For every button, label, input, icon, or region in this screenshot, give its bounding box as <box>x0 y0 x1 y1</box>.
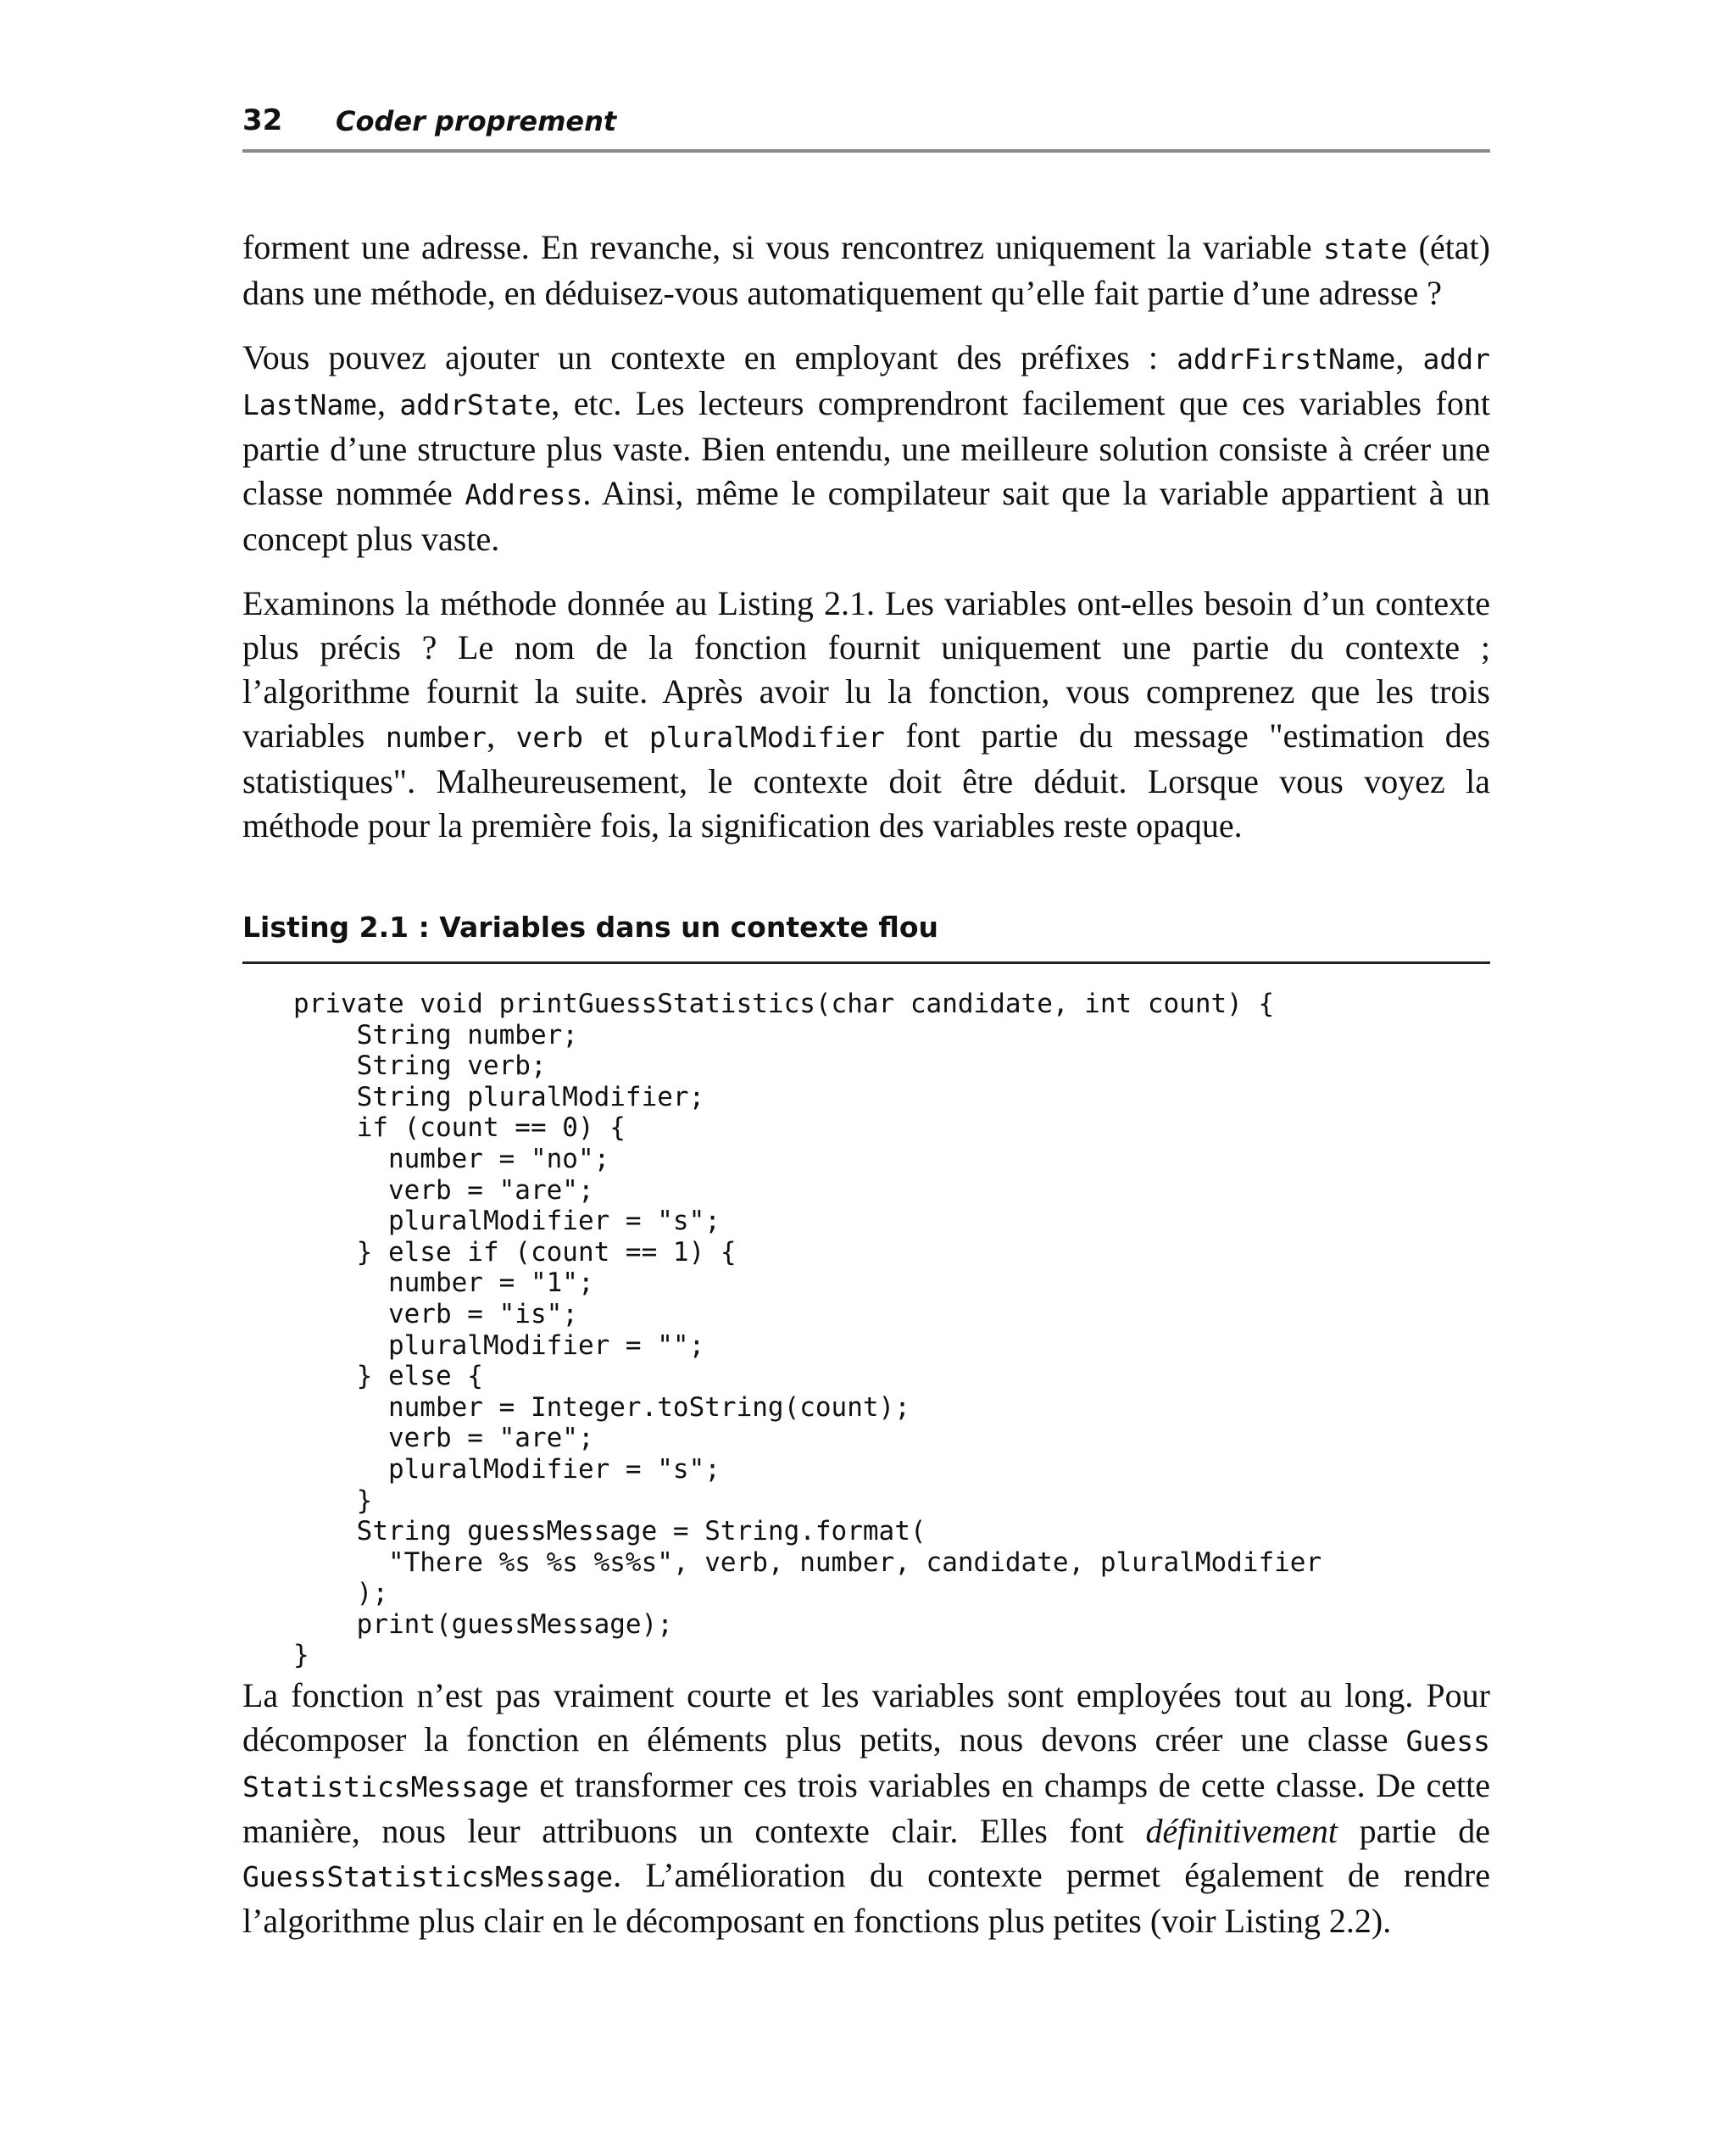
code-number: number <box>385 721 487 754</box>
code-addr-first-name: addrFirstName <box>1177 343 1396 376</box>
header-divider <box>242 149 1490 153</box>
emphasis-definitivement: définitivement <box>1145 1812 1338 1850</box>
paragraph-4: La fonction n’est pas vraiment courte et les variables sont employées tout au long. Pour décomposer la fonction en éléments plus petits, nous devons créer une classe Guess StatisticsMessage et transformer ces trois variables en champs de cette classe. De cette manière, nous leur attribuons un contexte clair. Elles font définitivement partie de GuessStatisticsMessage. L’amélioration du contexte permet également de rendre l’algorithme plus clair en le décomposant en fonctions plus petites (voir Listing 2.2). <box>242 1676 1491 1940</box>
code-guess-statistics-message: GuessStatisticsMessage <box>242 1860 614 1893</box>
code-listing: private void printGuessStatistics(char candidate, int count) { String number; String verb; String pluralModifier; if (count == 0) { number = "no"; verb = "are"; pluralModifier = "s"; } else if (count == 1) { number = "1"; verb = "is"; pluralModifier = ""; } else { number = Integer.toString(count); verb = "are"; pluralModifier = "s"; } String guessMessage = String.format( "There %s %s %s%s", verb, number, candidate, pluralModifier ); print(guessMessage); } <box>293 989 1322 1671</box>
code-address: Address <box>465 478 583 511</box>
page-header <box>242 98 1490 151</box>
paragraph-2: Vous pouvez ajouter un contexte en employant des préfixes : addrFirstName, addr LastName, addrState, etc. Les lecteurs comprendront facilement que ces variables font partie d’une structure plus vaste. Bien entendu, une meilleure solution consiste à créer une classe nommée Address. Ainsi, même le compilateur sait que la variable appartient à un concept plus vaste. <box>242 338 1490 558</box>
listing-divider <box>242 961 1490 964</box>
code-addr-last-name: addr LastName <box>242 343 1490 421</box>
listing-caption: Listing 2.1 : Variables dans un contexte flou <box>242 911 939 944</box>
code-state: state <box>1322 232 1408 265</box>
code-addr-state: addrState <box>399 388 552 421</box>
code-plural-modifier: pluralModifier <box>648 721 885 754</box>
running-title: Coder proprement <box>336 105 617 137</box>
body-text-top <box>242 226 1490 868</box>
body-text-bottom <box>242 1674 1490 1964</box>
paragraph-3: Examinons la méthode donnée au Listing 2.1. Les variables ont-elles besoin d’un contexte plus précis ? Le nom de la fonction fournit uniquement une partie du contexte ; l’algorithme fournit la suite. Après avoir lu la fonction, vous comprenez que les trois variables number, verb et pluralModifier font partie du message "estimation des statistiques". Malheureusement, le contexte doit être déduit. Lorsque vous voyez la méthode pour la première fois, la signification des variables reste opaque. <box>242 584 1491 844</box>
code-verb: verb <box>515 721 584 754</box>
page-number: 32 <box>242 103 283 137</box>
code-guess-statistics-message-split: Guess StatisticsMessage <box>242 1725 1490 1803</box>
paragraph-1: forment une adresse. En revanche, si vous rencontrez uniquement la variable state (état) dans une méthode, en déduisez-vous automatiquement qu’elle fait partie d’une adresse ? <box>242 228 1490 312</box>
